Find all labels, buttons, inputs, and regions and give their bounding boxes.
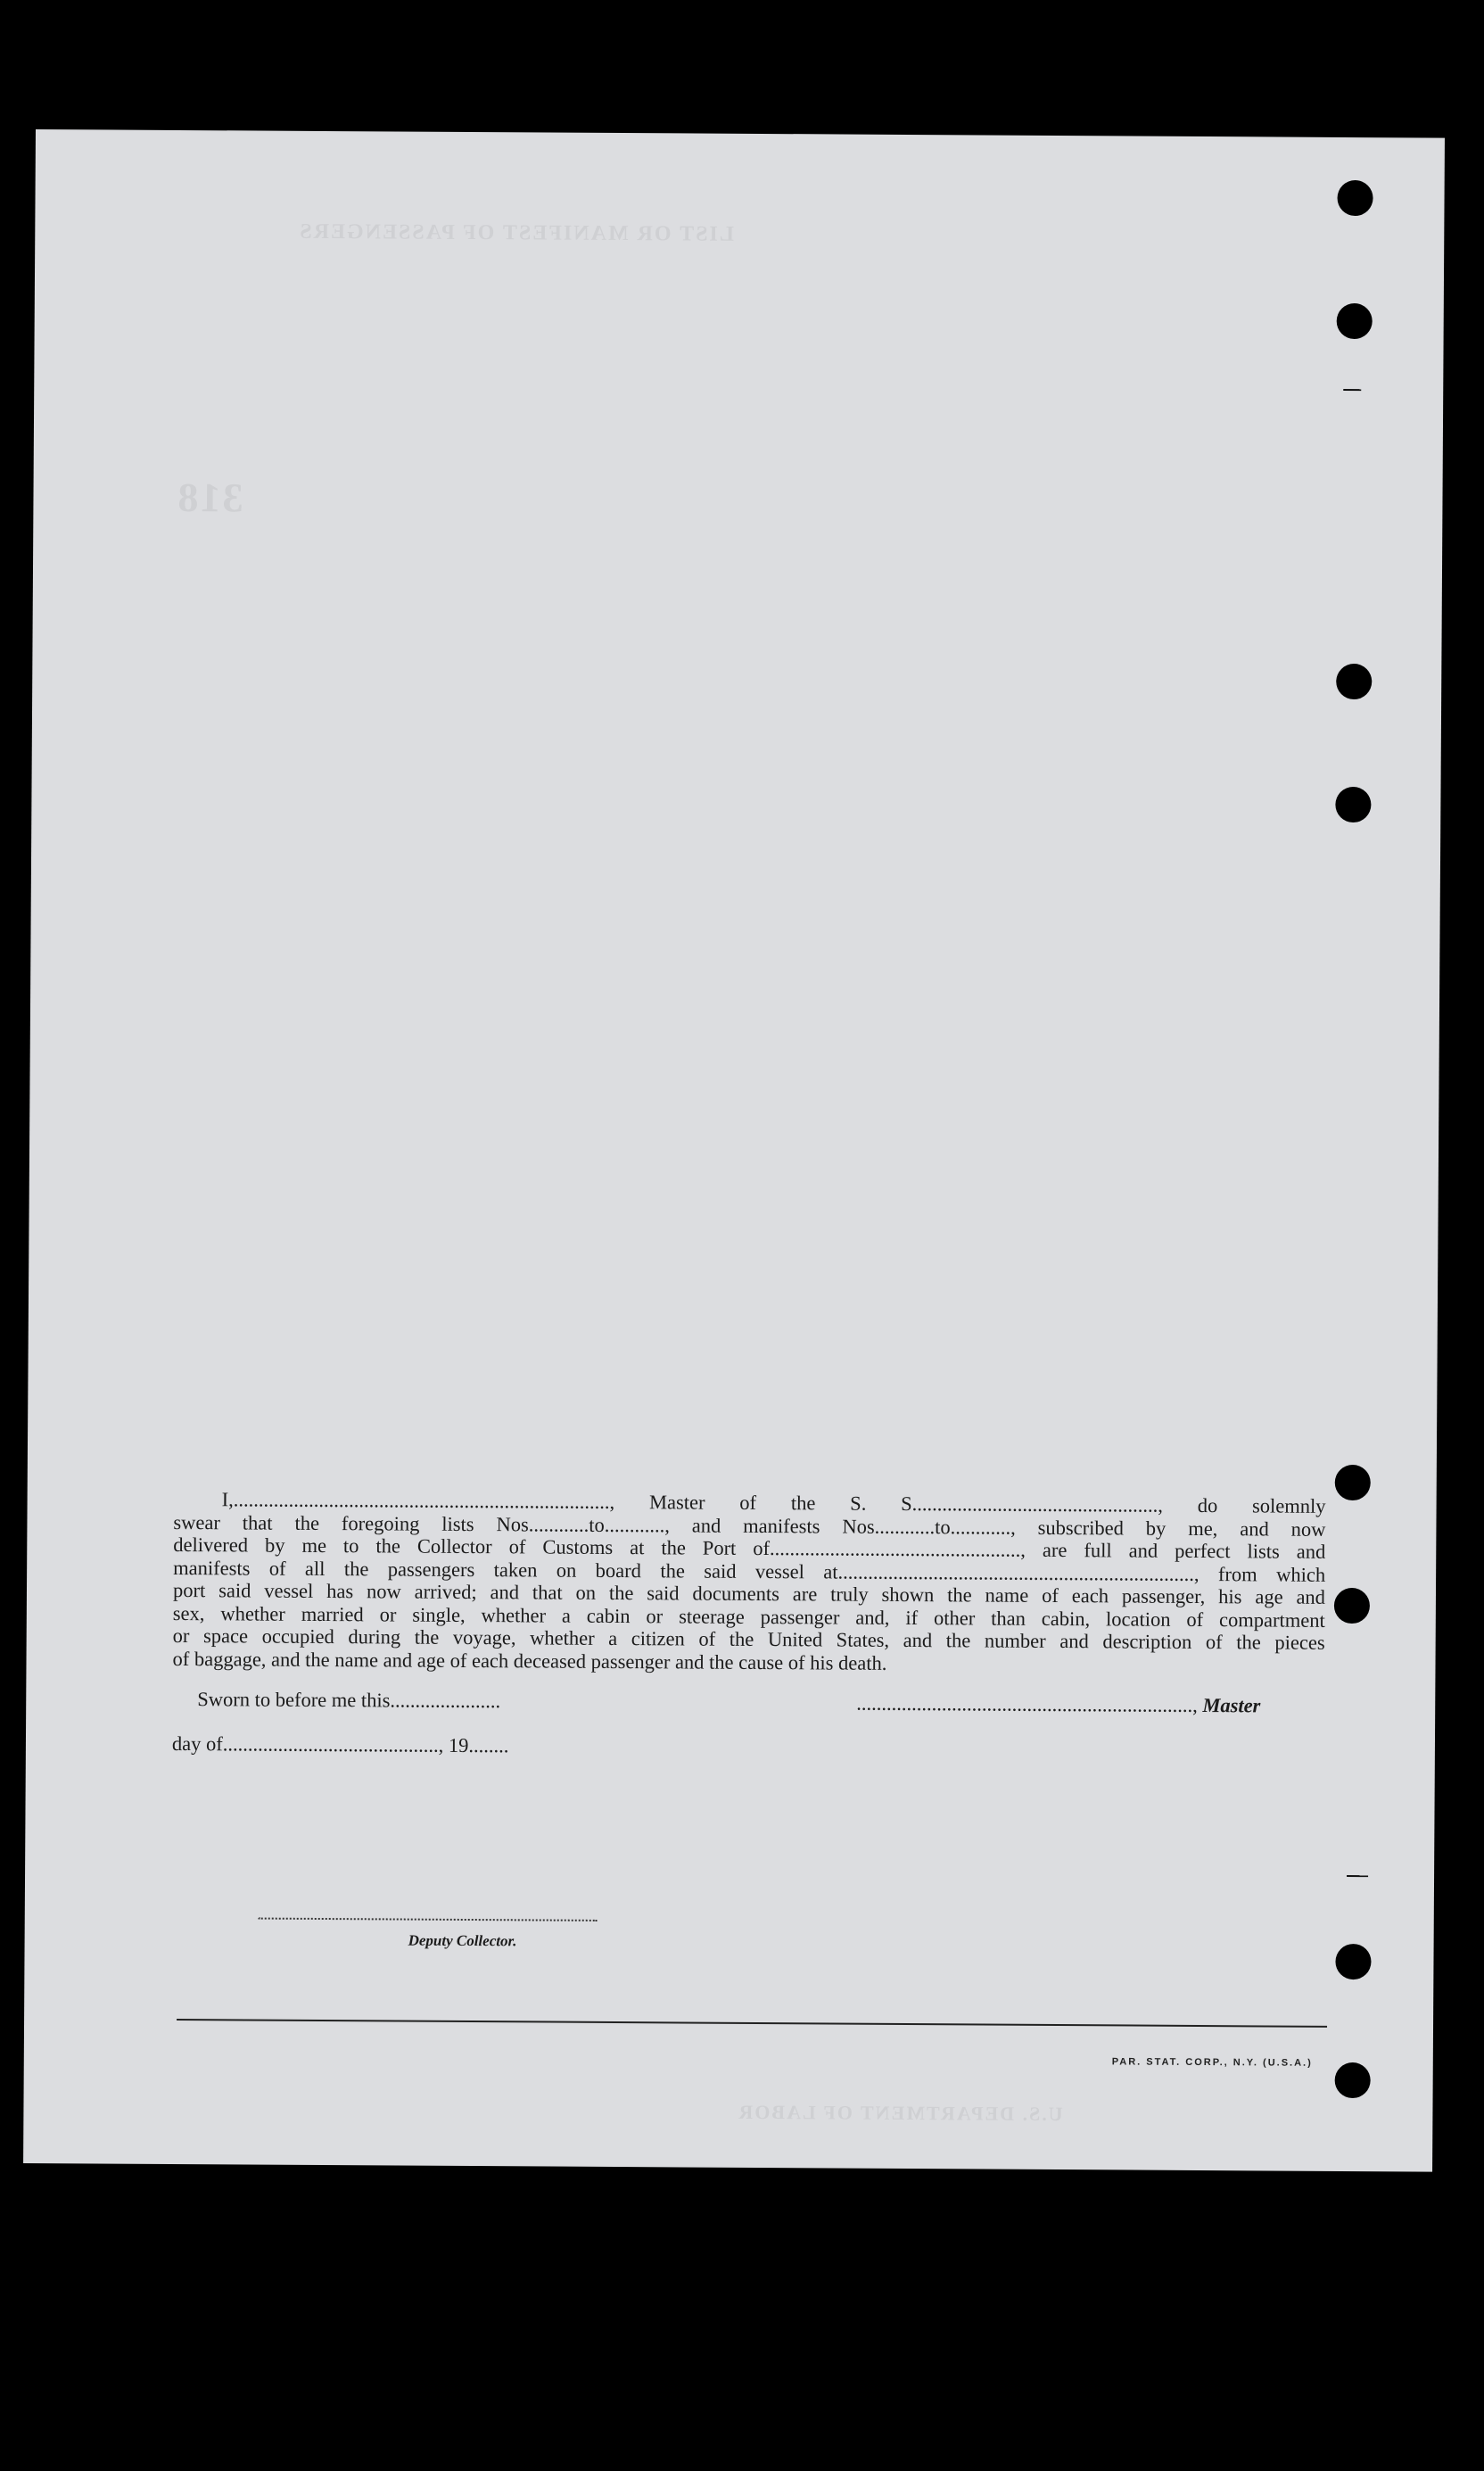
sworn-text: Sworn to before me this...................... bbox=[197, 1688, 501, 1713]
declaration-line: I,..........................................................................., Master of the S. S................................................., do solemnly bbox=[221, 1488, 1326, 1517]
margin-mark bbox=[1347, 1875, 1368, 1877]
day-text: day of..........................................., 19........ bbox=[171, 1731, 509, 1757]
master-declaration bbox=[172, 1488, 1325, 1677]
sworn-before-line bbox=[197, 1688, 500, 1713]
punch-hole-6 bbox=[1334, 1588, 1370, 1624]
punch-hole-5 bbox=[1335, 1465, 1371, 1500]
deputy-signature-line bbox=[259, 1918, 598, 1921]
punch-hole-4 bbox=[1335, 787, 1371, 822]
manifest-sheet bbox=[23, 129, 1445, 2172]
day-line bbox=[172, 1732, 509, 1757]
punch-hole-7 bbox=[1335, 1944, 1371, 1979]
ghost-number-text: 318 bbox=[176, 474, 243, 521]
punch-hole-3 bbox=[1336, 664, 1372, 699]
bottom-rule bbox=[177, 2019, 1327, 2028]
declaration-line: of baggage, and the name and age of each deceased passenger and the cause of his death. bbox=[172, 1647, 887, 1674]
declaration-line: manifests of all the passengers taken on board the said vessel at......................................................................., from which bbox=[173, 1556, 1326, 1586]
master-label: Master bbox=[1202, 1694, 1261, 1717]
declaration-line: delivered by me to the Collector of Customs at the Port of.................................................., are full and perfect lists and bbox=[173, 1533, 1326, 1563]
declaration-line: port said vessel has now arrived; and that on the said documents are truly shown the name of each passenger, his age and bbox=[172, 1578, 1326, 1608]
ghost-header-text: LIST OR MANIFEST OF PASSENGERS bbox=[298, 219, 734, 246]
master-signature-dots: ..................................................................., bbox=[856, 1691, 1198, 1716]
ghost-footer-text: U.S. DEPARTMENT OF LABOR bbox=[737, 2100, 1063, 2126]
declaration-line: sex, whether married or single, whether a cabin or steerage passenger and, if other than cabin, location of compartment bbox=[172, 1601, 1325, 1632]
declaration-line: swear that the foregoing lists Nos............to............, and manifests Nos............to............, subscribed by me, and now bbox=[173, 1510, 1326, 1541]
declaration-line: or space occupied during the voyage, whether a citizen of the United States, and the number and description of the pieces bbox=[172, 1624, 1325, 1654]
punch-hole-2 bbox=[1337, 303, 1373, 339]
master-signature-line bbox=[856, 1692, 1260, 1718]
printer-imprint: PAR. STAT. CORP., N.Y. (U.S.A.) bbox=[1111, 2056, 1313, 2069]
punch-hole-8 bbox=[1335, 2062, 1371, 2098]
margin-mark bbox=[1343, 389, 1361, 391]
deputy-collector-label: Deputy Collector. bbox=[408, 1931, 517, 1950]
punch-hole-1 bbox=[1337, 180, 1373, 216]
